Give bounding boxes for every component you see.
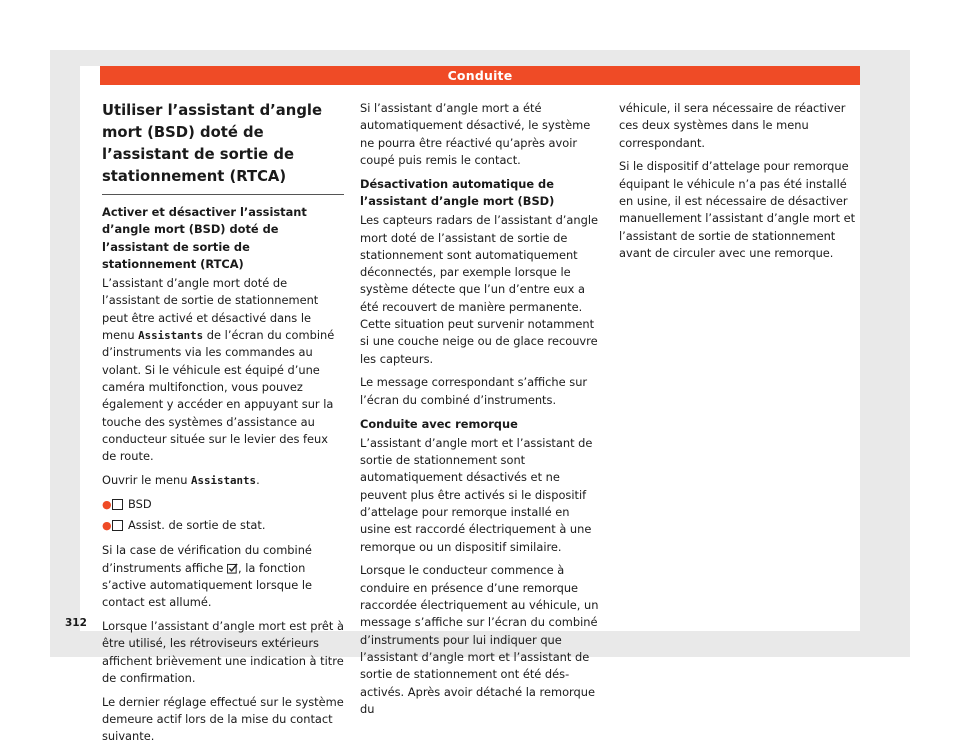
bullet-dot-icon: ● [102,519,112,533]
checked-box-icon [227,563,238,574]
paragraph [102,472,344,489]
text: , la fonction s’active automatiquement lorsque le contact est allumé. [102,560,313,610]
list-item-label: Assist. de sortie de stat. [128,518,266,533]
page-number: 312 [65,617,87,629]
paragraph: véhicule, il sera nécessaire de réactiver ces deux systèmes dans le menu correspondant. [619,101,846,150]
column-right [619,100,861,269]
text: Si la case de vérification du combiné d’instruments affiche [102,543,312,575]
paragraph: Le dernier réglage effectué sur le système demeure actif lors de la mise du contact suivante. [102,694,344,744]
list-item [102,517,344,534]
text: Ouvrir le menu [102,472,192,487]
text: . [256,472,260,487]
paragraph: Lorsque le conducteur commence à conduire en présence d’une remorque raccordée électriquement au véhicule, un message s’affiche sur l’écran du combiné d’instruments pour lui indiquer que l’assistant d’angle mort et l’assistant de sortie de stationnement ont été désactivés. Après avoir détaché la remorque du [360,563,599,716]
page-title: Utiliser l’assistant d’angle mort (BSD) doté de l’assistant de sortie de stationnement (RTCA) [102,100,344,195]
checkbox-icon [112,499,123,510]
column-middle [360,100,600,725]
menu-name: Assistants [138,329,204,343]
list-item [102,496,344,513]
subheading-trailer: Conduite avec remorque [360,416,518,431]
section-header: Conduite [100,66,860,85]
paragraph [102,542,344,611]
paragraph: Si le dispositif d’attelage pour remorque équipant le véhicule n’a pas été installé en usine, il est nécessaire de désactiver manuellement l’assistant d’angle mort et l’assistant de sortie de stationnement avant de circuler avec une remorque. [619,159,856,260]
subheading-activate: Activer et désactiver l’assistant d’angle mort (BSD) doté de l’assistant de sortie de stationnement (RTCA) [102,205,307,271]
text: L’assistant d’angle mort doté de l’assistant de sortie de stationnement peut être activé et désactivé dans le menu [102,276,319,343]
paragraph: Les capteurs radars de l’assistant d’angle mort doté de l’assistant de sortie de stationnement sont automatiquement déconnectés, par exemple lorsque le système détecte que l’un d’entre eux a été recouvert de manière permanente. Cette situation peut survenir notamment si une couche neige ou de glace recouvre les capteurs. [360,213,599,366]
subheading-auto-deactivation: Désactivation automatique de l’assistant d’angle mort (BSD) [360,176,555,208]
bullet-dot-icon: ● [102,497,112,511]
paragraph: Si l’assistant d’angle mort a été automatiquement désactivé, le système ne pourra être réactivé qu’après avoir coupé puis remis le contact. [360,101,591,167]
text: de l’écran du combiné d’instruments via les commandes au volant. Si le véhicule est équipé d’une caméra multifonction, vous pouvez également y accéder en appuyant sur la touche des systèmes d’assistance au conducteur située sur le levier des feux de route. [102,328,335,464]
paragraph: Lorsque l’assistant d’angle mort est prêt à être utilisé, les rétroviseurs extérieurs affichent brièvement une indication à titre de confirmation. [102,619,344,685]
menu-name: Assistants [191,473,257,487]
column-left [102,100,344,752]
paragraph: L’assistant d’angle mort et l’assistant de sortie de stationnement sont automatiquement désactivés et ne peuvent plus être activés si le dispositif d’attelage pour remorque installé en usine est raccordé électriquement à une remorque ou un dispositif similaire. [360,435,593,554]
checkbox-icon [112,520,123,531]
paragraph [102,275,344,465]
list-item-label: BSD [128,496,152,511]
paragraph: Le message correspondant s’affiche sur l’écran du combiné d’instruments. [360,375,588,407]
